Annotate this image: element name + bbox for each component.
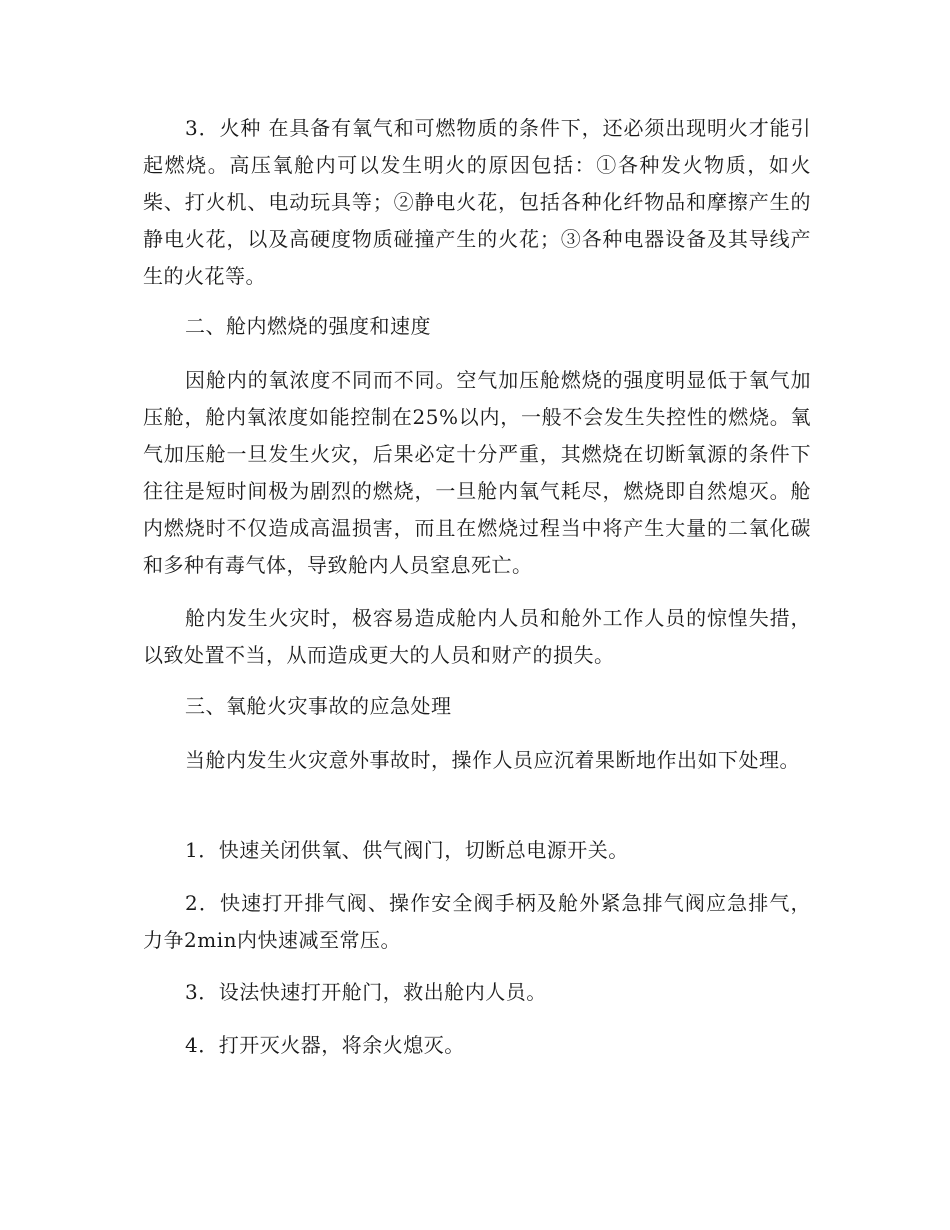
section-heading-3: 三、氧舱火灾事故的应急处理 — [185, 694, 452, 718]
list-item-3: 3．设法快速打开舱门，救出舱内人员。 — [185, 980, 547, 1004]
paragraph-fire-panic: 舱内发生火灾时，极容易造成舱内人员和舱外工作人员的惊惶失措，以致处置不当，从而造成更大的人员和财产的损失。 — [143, 606, 811, 667]
list-item-2: 2．快速打开排气阀、操作安全阀手柄及舱外紧急排气阀应急排气，力争2min内快速减至常压。 — [143, 891, 811, 952]
section-heading-2: 二、舱内燃烧的强度和速度 — [185, 314, 431, 338]
list-item-4: 4．打开灭火器，将余火熄灭。 — [185, 1033, 465, 1057]
paragraph-emergency-intro: 当舱内发生火灾意外事故时，操作人员应沉着果断地作出如下处理。 — [185, 748, 800, 772]
paragraph-combustion-intensity: 因舱内的氧浓度不同而不同。空气加压舱燃烧的强度明显低于氧气加压舱，舱内氧浓度如能控制在25%以内，一般不会发生失控性的燃烧。氧气加压舱一旦发生火灾，后果必定十分严重，其燃烧在切断氧源的条件下往往是短时间极为剧烈的燃烧，一旦舱内氧气耗尽，燃烧即自然熄灭。舱内燃烧时不仅造成高温损害，而且在燃烧过程当中将产生大量的二氧化碳和多种有毒气体，导致舱内人员窒息死亡。 — [143, 368, 811, 577]
list-item-1: 1．快速关闭供氧、供气阀门，切断总电源开关。 — [185, 838, 629, 862]
paragraph-ignition-source: 3．火种 在具备有氧气和可燃物质的条件下，还必须出现明火才能引起燃烧。高压氧舱内可以发生明火的原因包括：①各种发火物质，如火柴、打火机、电动玩具等；②静电火花，包括各种化纤物品和摩擦产生的静电火花，以及高硬度物质碰撞产生的火花；③各种电器设备及其导线产生的火花等。 — [143, 116, 811, 288]
